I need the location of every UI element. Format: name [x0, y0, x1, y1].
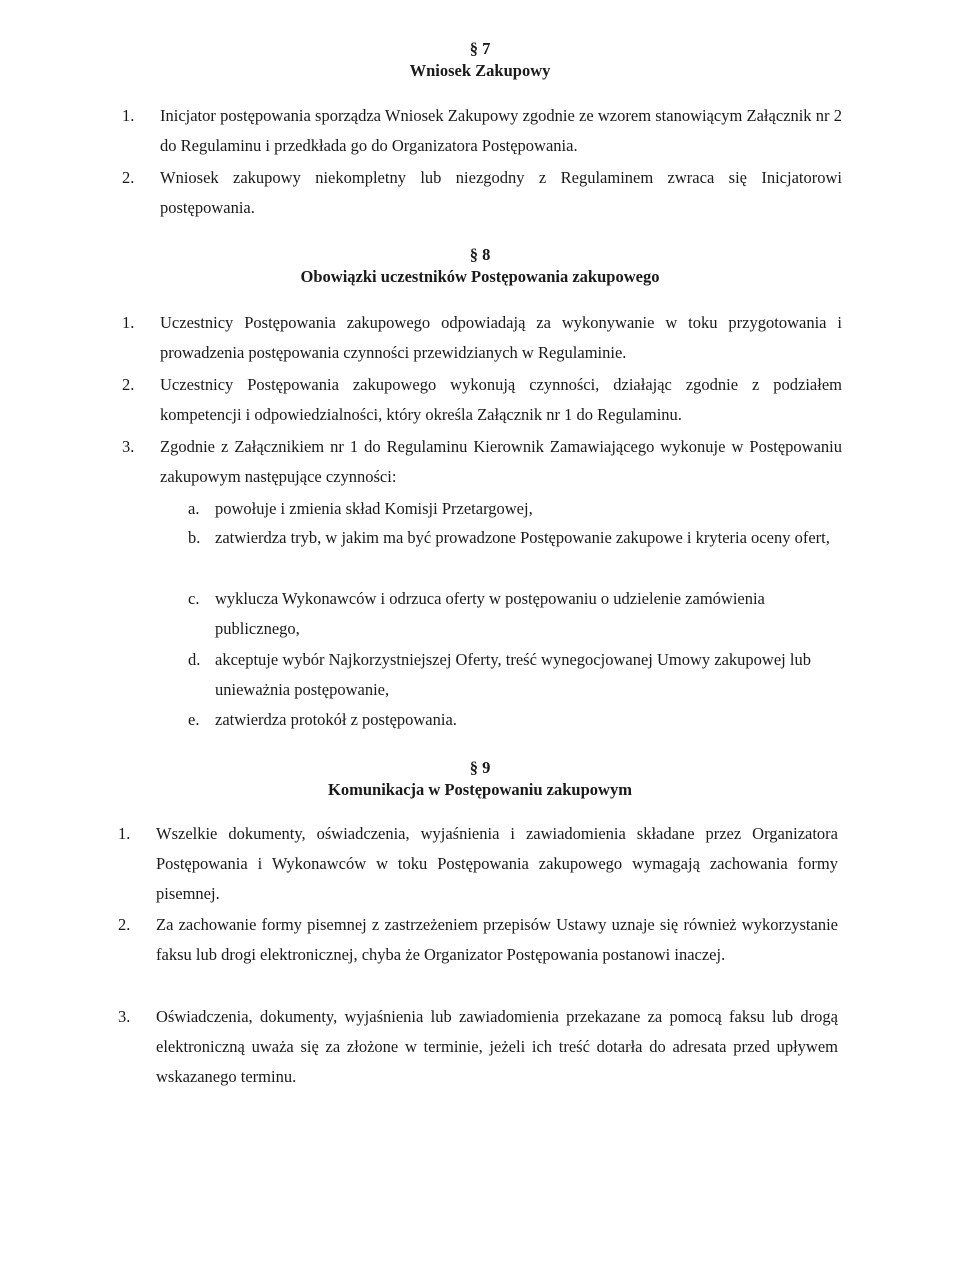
section-7-item-2 [122, 163, 842, 223]
item-text: Wniosek zakupowy niekompletny lub niezgodny z Regulaminem zwraca się Inicjatorowi postępowania. [160, 168, 842, 217]
section-8-subitem-e [188, 705, 843, 735]
section-9-item-1 [118, 819, 838, 909]
section-9-number: § 9 [469, 758, 491, 777]
item-marker: 2. [118, 915, 131, 934]
item-text: Za zachowanie formy pisemnej z zastrzeżeniem przepisów Ustawy uznaje się również wykorzystanie faksu lub drogi elektronicznej, chyba że Organizator Postępowania postanowi inaczej. [156, 915, 838, 964]
section-8-item-1 [122, 308, 842, 368]
section-7-item-1 [122, 101, 842, 161]
section-9-item-3 [118, 1002, 838, 1092]
subitem-marker: c. [188, 589, 200, 608]
subitem-text: akceptuje wybór Najkorzystniejszej Oferty, treść wynegocjowanej Umowy zakupowej lub unieważnia postępowanie, [215, 650, 811, 699]
section-8-subitem-d [188, 645, 843, 705]
section-9-item-2 [118, 910, 838, 970]
section-9-heading [0, 757, 960, 801]
section-8-subitem-c [188, 584, 843, 644]
section-7-title: Wniosek Zakupowy [409, 61, 551, 80]
item-marker: 3. [118, 1007, 131, 1026]
section-8-heading [0, 244, 960, 288]
section-7-heading [0, 38, 960, 82]
item-text: Wszelkie dokumenty, oświadczenia, wyjaśnienia i zawiadomienia składane przez Organizatora Postępowania i Wykonawców w toku Postępowania zakupowego wymagają zachowania formy pisemnej. [156, 824, 838, 903]
item-marker: 2. [122, 168, 135, 187]
item-marker: 1. [118, 824, 131, 843]
section-8-subitem-a [188, 494, 843, 524]
item-text: Oświadczenia, dokumenty, wyjaśnienia lub zawiadomienia przekazane za pomocą faksu lub drogą elektroniczną uważa się za złożone w terminie, jeżeli ich treść dotarła do adresata przed upływem wskazanego terminu. [156, 1007, 838, 1086]
section-9-title: Komunikacja w Postępowaniu zakupowym [328, 780, 632, 799]
section-8-subitem-b [188, 523, 843, 553]
subitem-marker: b. [188, 528, 201, 547]
section-8-number: § 8 [469, 245, 491, 264]
subitem-text: zatwierdza protokół z postępowania. [215, 710, 457, 729]
section-8-title: Obowiązki uczestników Postępowania zakupowego [300, 267, 660, 286]
section-7-number: § 7 [469, 39, 491, 58]
subitem-text: powołuje i zmienia skład Komisji Przetargowej, [215, 499, 533, 518]
subitem-marker: d. [188, 650, 201, 669]
section-8-item-3 [122, 432, 842, 492]
subitem-marker: a. [188, 499, 200, 518]
item-text: Uczestnicy Postępowania zakupowego odpowiadają za wykonywanie w toku przygotowania i prowadzenia postępowania czynności przewidzianych w Regulaminie. [160, 313, 842, 362]
subitem-marker: e. [188, 710, 200, 729]
item-marker: 1. [122, 313, 135, 332]
subitem-text: wyklucza Wykonawców i odrzuca oferty w postępowaniu o udzielenie zamówienia publicznego, [215, 589, 765, 638]
section-8-item-2 [122, 370, 842, 430]
item-text: Uczestnicy Postępowania zakupowego wykonują czynności, działając zgodnie z podziałem kompetencji i odpowiedzialności, który określa Załącznik nr 1 do Regulaminu. [160, 375, 842, 424]
item-text: Zgodnie z Załącznikiem nr 1 do Regulaminu Kierownik Zamawiającego wykonuje w Postępowaniu zakupowym następujące czynności: [160, 437, 842, 486]
subitem-text: zatwierdza tryb, w jakim ma być prowadzone Postępowanie zakupowe i kryteria oceny ofert, [215, 528, 830, 547]
item-marker: 2. [122, 375, 135, 394]
item-marker: 1. [122, 106, 135, 125]
item-marker: 3. [122, 437, 135, 456]
item-text: Inicjator postępowania sporządza Wniosek Zakupowy zgodnie ze wzorem stanowiącym Załącznik nr 2 do Regulaminu i przedkłada go do Organizatora Postępowania. [160, 106, 842, 155]
